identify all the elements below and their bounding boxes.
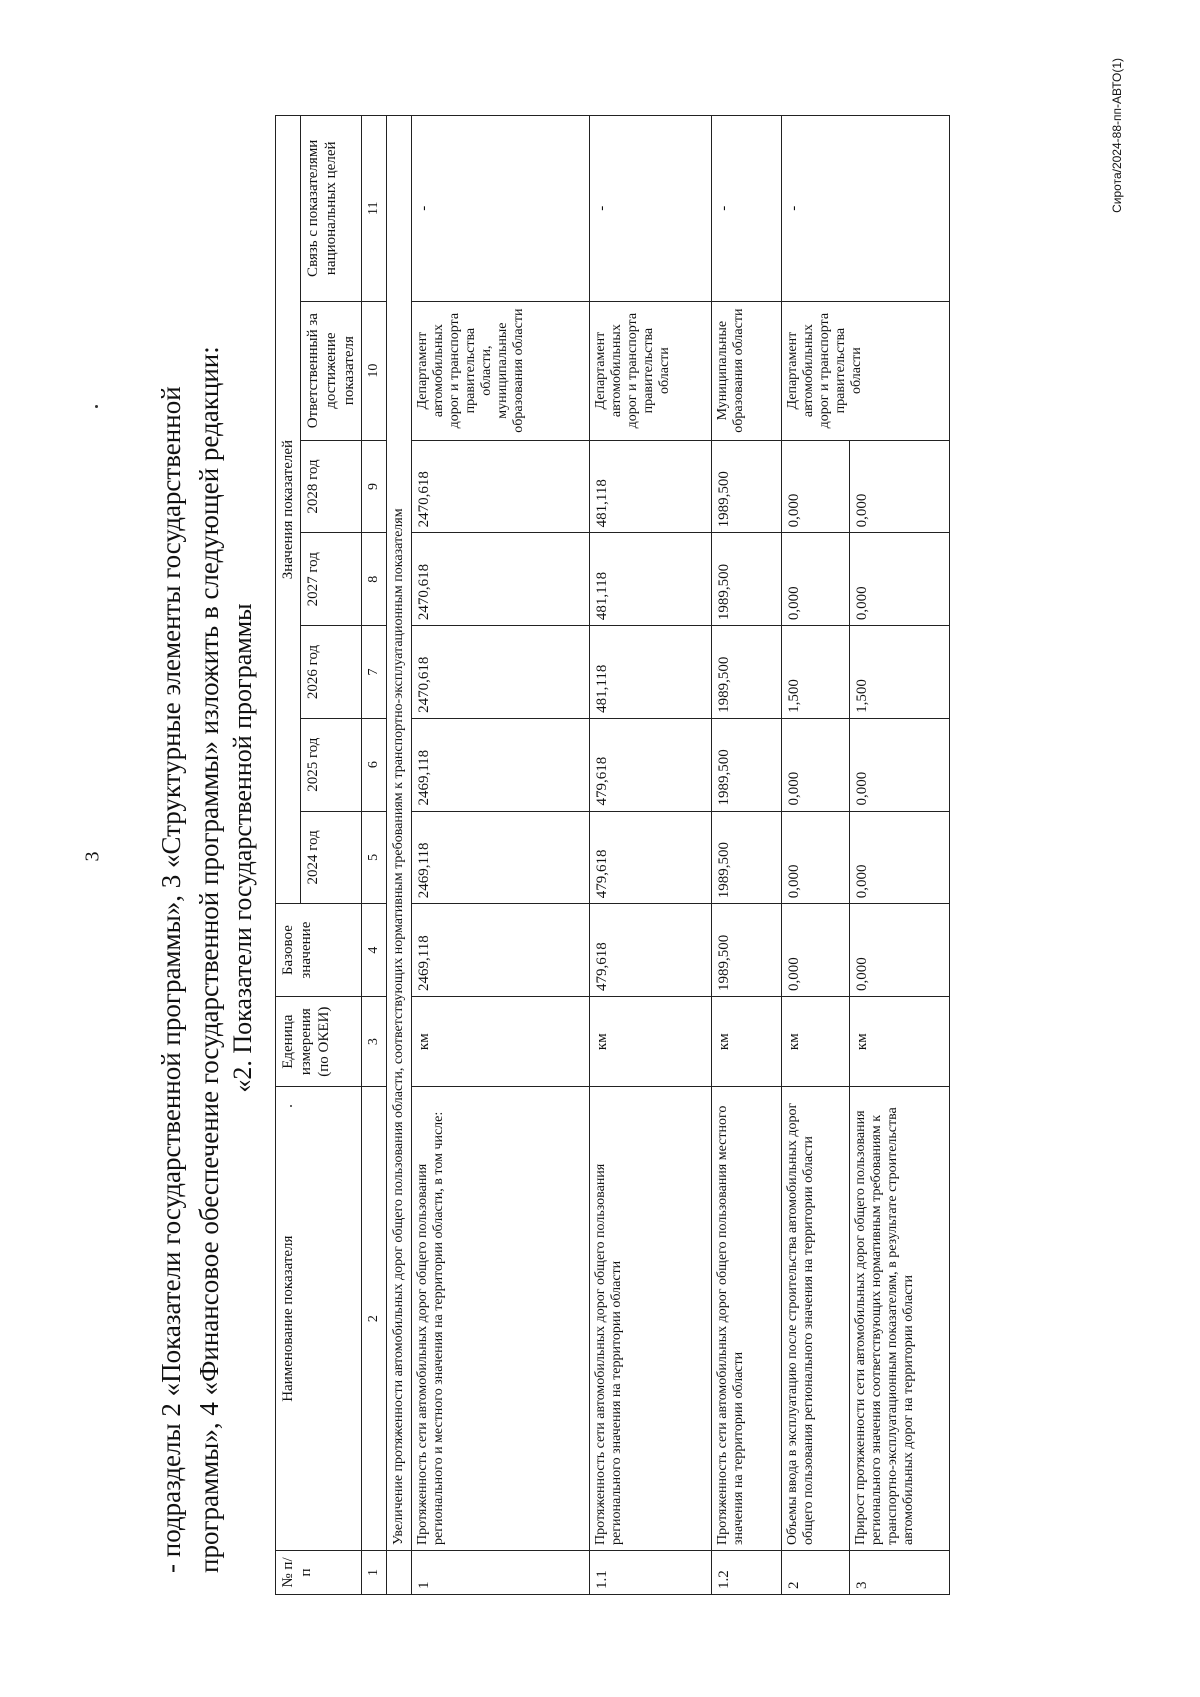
intro-paragraph [152, 303, 228, 1573]
row-unit: км [850, 996, 950, 1086]
row-num: 1 [412, 1550, 590, 1594]
row-national-goal-link: - [712, 116, 782, 302]
row-indicator-name: Протяженность сети автомобильных дорог общего пользования местного значения на территории области [712, 1087, 782, 1551]
column-index: 10 [362, 301, 387, 440]
row-value-2028: 0,000 [782, 440, 850, 533]
row-value-2027: 481,118 [590, 533, 712, 626]
row-value-2026: 1,500 [782, 626, 850, 719]
row-unit: км [590, 996, 712, 1086]
intro-line-1: - подразделы 2 «Показатели государственной программы», 3 «Структурные элементы государственной [156, 386, 186, 1573]
row-value-2027: 0,000 [782, 533, 850, 626]
header-year-2025: 2025 год [301, 718, 362, 811]
row-value-2025: 2469,118 [412, 718, 590, 811]
row-value-2025: 479,618 [590, 718, 712, 811]
table-title: «2. Показатели государственной программы [228, 603, 257, 1093]
row-value-2024: 0,000 [782, 811, 850, 904]
header-link: Связь с показателями национальных целей [301, 116, 362, 302]
row-value-2027: 0,000 [850, 533, 950, 626]
header-row-1 [276, 116, 301, 1595]
section-title: Увеличение протяженности автомобильных дорог общего пользования области, соответствующих нормативным требованиям к транспортно-эксплуатационным показателям [387, 116, 412, 1551]
row-responsible: Департамент автомобильных дорог и транспорта правительства области [590, 301, 712, 440]
column-index: 4 [362, 904, 387, 997]
column-index: 5 [362, 811, 387, 904]
intro-line-2: программы», 4 «Финансовое обеспечение государственной программы» изложить в следующей редакции: [194, 346, 224, 1573]
header-year-2026: 2026 год [301, 626, 362, 719]
row-value-2025: 0,000 [782, 718, 850, 811]
row-value-2025: 0,000 [850, 718, 950, 811]
row-value-2028: 0,000 [850, 440, 950, 533]
header-year-2024: 2024 год [301, 811, 362, 904]
page-number: 3 [81, 851, 104, 862]
row-unit: км [782, 996, 850, 1086]
row-indicator-name: Протяженность сети автомобильных дорог общего пользования регионального и местного значения на территории области, в том числе: [412, 1087, 590, 1551]
header-year-2028: 2028 год [301, 440, 362, 533]
row-national-goal-link: - [412, 116, 590, 302]
column-index: 8 [362, 533, 387, 626]
rotated-sheet [60, 28, 1140, 1668]
row-value-2026: 481,118 [590, 626, 712, 719]
row-unit: км [412, 996, 590, 1086]
row-responsible: Муниципальные образования области [712, 301, 782, 440]
row-unit: км [712, 996, 782, 1086]
row-indicator-name: Объемы ввода в эксплуатацию после строительства автомобильных дорог общего пользования регионального значения на территории области [782, 1087, 850, 1551]
column-index: 11 [362, 116, 387, 302]
header-name: Наименование показателя [276, 1087, 362, 1551]
row-value-2028: 2470,618 [412, 440, 590, 533]
header-num: № п/п [276, 1550, 362, 1594]
row-value-2024: 0,000 [850, 811, 950, 904]
row-responsible: Департамент автомобильных дорог и транспорта правительства области, муниципальные образования области [412, 301, 590, 440]
row-base-value: 2469,118 [412, 904, 590, 997]
row-base-value: 0,000 [850, 904, 950, 997]
row-base-value: 0,000 [782, 904, 850, 997]
header-responsible: Ответственный за достижение показателя [301, 301, 362, 440]
header-base: Базовое значение [276, 904, 362, 997]
row-base-value: 479,618 [590, 904, 712, 997]
row-value-2027: 2470,618 [412, 533, 590, 626]
row-num: 2 [782, 1550, 850, 1594]
row-num: 1.1 [590, 1550, 712, 1594]
column-index: 3 [362, 996, 387, 1086]
header-year-2027: 2027 год [301, 533, 362, 626]
row-num: 3 [850, 1550, 950, 1594]
row-national-goal-link: - [590, 116, 712, 302]
row-value-2026: 2470,618 [412, 626, 590, 719]
column-index: 2 [362, 1087, 387, 1551]
row-value-2028: 1989,500 [712, 440, 782, 533]
row-value-2024: 1989,500 [712, 811, 782, 904]
column-index: 1 [362, 1550, 387, 1594]
table-row [712, 116, 782, 1595]
row-value-2025: 1989,500 [712, 718, 782, 811]
row-value-2026: 1,500 [850, 626, 950, 719]
row-base-value: 1989,500 [712, 904, 782, 997]
indicators-table [275, 115, 950, 1595]
column-index: 9 [362, 440, 387, 533]
row-num: 1.2 [712, 1550, 782, 1594]
section-row [387, 116, 412, 1595]
header-values-group: Значения показателей [276, 116, 301, 904]
row-indicator-name: Прирост протяженности сети автомобильных дорог общего пользования регионального значения соответствующих нормативным требованиям к транспортно-эксплуатационным показателям, в результате строительства автомобильных дорог на территории области [850, 1087, 950, 1551]
row-value-2024: 479,618 [590, 811, 712, 904]
row-value-2026: 1989,500 [712, 626, 782, 719]
row-value-2027: 1989,500 [712, 533, 782, 626]
document-footer-code: Сирота/2024-88-пп-АВТО(1) [1110, 58, 1124, 213]
table-row [412, 116, 590, 1595]
section-spacer [387, 1550, 412, 1594]
row-responsible: Департамент автомобильных дорог и транспорта правительства области [782, 301, 950, 440]
column-index: 7 [362, 626, 387, 719]
table-row [782, 116, 850, 1595]
row-value-2024: 2469,118 [412, 811, 590, 904]
column-index-row [362, 116, 387, 1595]
row-value-2028: 481,118 [590, 440, 712, 533]
column-index: 6 [362, 718, 387, 811]
table-row [590, 116, 712, 1595]
row-indicator-name: Протяженность сети автомобильных дорог общего пользования регионального значения на территории области [590, 1087, 712, 1551]
row-national-goal-link: - [782, 116, 950, 302]
header-unit: Еденица измерения (по ОКЕИ) [276, 996, 362, 1086]
